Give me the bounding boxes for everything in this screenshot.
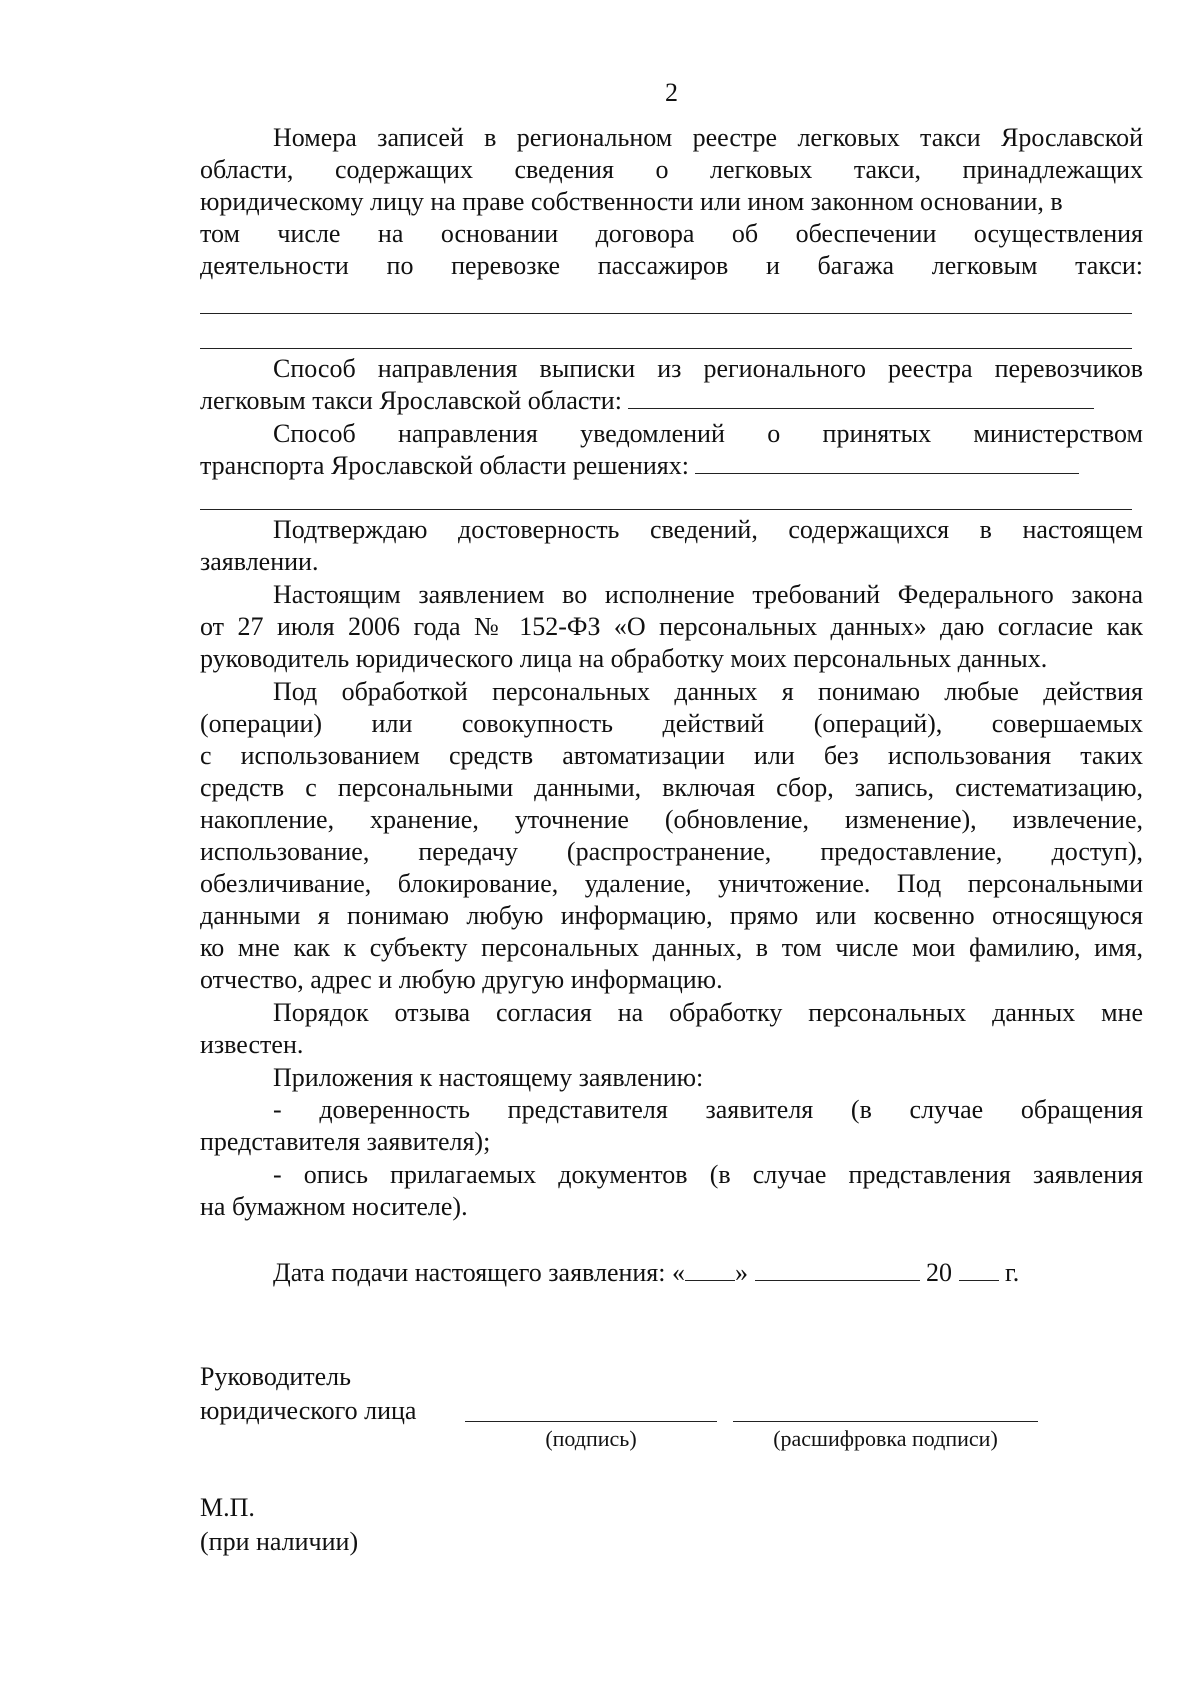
registry-records-line-2: области, содержащих сведения о легковых такси, принадлежащих	[200, 155, 1143, 184]
page-number: 2	[665, 78, 678, 107]
registry-records-line-1: Номера записей в региональном реестре легковых такси Ярославской	[273, 123, 1143, 152]
stamp-note: (при наличии)	[200, 1527, 359, 1556]
notification-method-line-2	[200, 450, 1143, 482]
processing-line-5: накопление, хранение, уточнение (обновление, изменение), извлечение,	[200, 805, 1143, 834]
submission-date	[273, 1257, 1143, 1289]
attachment-1-line-1: - доверенность представителя заявителя (в случае обращения	[273, 1095, 1143, 1124]
date-month-blank[interactable]	[755, 1280, 920, 1281]
extract-method-blank[interactable]	[628, 408, 1094, 409]
date-close-quote: »	[735, 1258, 748, 1287]
registry-records-blank-2[interactable]	[200, 348, 1132, 349]
processing-line-3: с использованием средств автоматизации или без использования таких	[200, 741, 1143, 770]
date-day-blank[interactable]	[685, 1280, 735, 1281]
date-year-suffix: г.	[1005, 1258, 1020, 1287]
processing-line-8: данными я понимаю любую информацию, прямо или косвенно относящуюся	[200, 901, 1143, 930]
confirmation-line-2: заявлении.	[200, 547, 319, 576]
extract-method-line-2	[200, 385, 1143, 417]
consent-line-2: от 27 июля 2006 года № 152-ФЗ «О персональных данных» даю согласие как	[200, 612, 1143, 641]
registry-records-line-5: деятельности по перевозке пассажиров и багажа легковым такси:	[200, 251, 1143, 280]
consent-line-3: руководитель юридического лица на обработку моих персональных данных.	[200, 644, 1048, 673]
processing-line-6: использование, передачу (распространение, предоставление, доступ),	[200, 837, 1143, 866]
processing-line-1: Под обработкой персональных данных я понимаю любые действия	[273, 677, 1143, 706]
submission-date-label: Дата подачи настоящего заявления: «	[273, 1258, 685, 1287]
date-year-blank[interactable]	[959, 1280, 999, 1281]
processing-line-4: средств с персональными данными, включая сбор, запись, систематизацию,	[200, 773, 1143, 802]
registry-records-line-4: том числе на основании договора об обеспечении осуществления	[200, 219, 1143, 248]
notification-method-label: транспорта Ярославской области решениях:	[200, 451, 689, 480]
attachments-heading: Приложения к настоящему заявлению:	[273, 1063, 704, 1092]
notification-method-blank[interactable]	[695, 473, 1079, 474]
date-year-prefix: 20	[926, 1258, 952, 1287]
processing-line-10: отчество, адрес и любую другую информацию.	[200, 965, 723, 994]
revocation-line-1: Порядок отзыва согласия на обработку персональных данных мне	[273, 998, 1143, 1027]
signature-caption: (подпись)	[545, 1426, 637, 1451]
consent-line-1: Настоящим заявлением во исполнение требований Федерального закона	[273, 580, 1143, 609]
signer-role-line-1: Руководитель	[200, 1362, 351, 1391]
processing-line-2: (операции) или совокупность действий (операций), совершаемых	[200, 709, 1143, 738]
stamp-label: М.П.	[200, 1493, 255, 1522]
signer-role-line-2: юридического лица	[200, 1396, 417, 1425]
registry-records-line-3: юридическому лицу на праве собственности или ином законном основании, в	[200, 187, 1063, 216]
processing-line-7: обезличивание, блокирование, удаление, уничтожение. Под персональными	[200, 869, 1143, 898]
signature-decoding-blank[interactable]	[733, 1421, 1038, 1422]
signature-blank[interactable]	[465, 1421, 717, 1422]
extract-method-label: легковым такси Ярославской области:	[200, 386, 622, 415]
confirmation-line-1: Подтверждаю достоверность сведений, содержащихся в настоящем	[273, 515, 1143, 544]
attachment-1-line-2: представителя заявителя);	[200, 1127, 491, 1156]
notification-method-blank-2[interactable]	[200, 509, 1132, 510]
processing-line-9: ко мне как к субъекту персональных данных, в том числе мои фамилию, имя,	[200, 933, 1143, 962]
attachment-2-line-1: - опись прилагаемых документов (в случае представления заявления	[273, 1160, 1143, 1189]
signature-decoding-caption: (расшифровка подписи)	[773, 1426, 998, 1451]
revocation-line-2: известен.	[200, 1030, 304, 1059]
notification-method-line-1: Способ направления уведомлений о принятых министерством	[273, 419, 1143, 448]
attachment-2-line-2: на бумажном носителе).	[200, 1192, 468, 1221]
registry-records-blank-1[interactable]	[200, 313, 1132, 314]
extract-method-line-1: Способ направления выписки из регионального реестра перевозчиков	[273, 354, 1143, 383]
